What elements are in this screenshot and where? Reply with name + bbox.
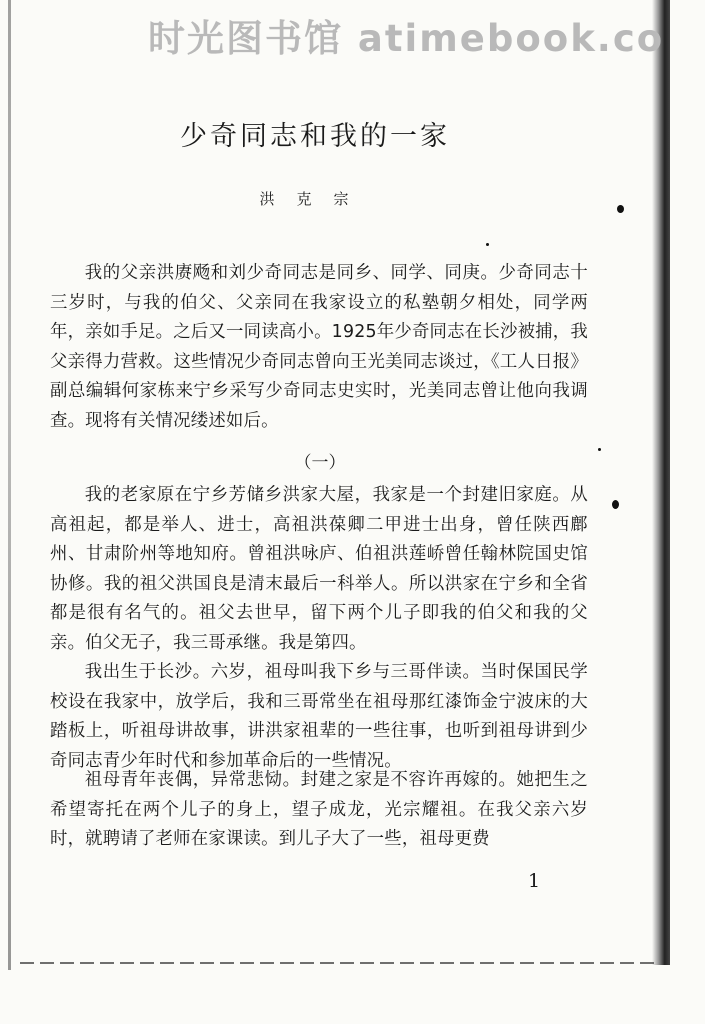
page-bottom-edge — [20, 962, 660, 964]
body-paragraph-3: 祖母青年丧偶，异常悲恸。封建之家是不容许再嫁的。她把生之希望寄托在两个儿子的身上，望子成龙，光宗耀祖。在我父亲六岁时，就聘请了老师在家课读。到儿子大了一些，祖母更费 — [50, 770, 588, 849]
section-heading: （一） — [294, 453, 346, 473]
scan-speck — [598, 448, 601, 451]
scan-speck — [612, 500, 619, 509]
scan-speck — [617, 205, 624, 213]
page-right-edge-shadow — [652, 0, 670, 965]
body-paragraph-1: 我的老家原在宁乡芳储乡洪家大屋，我家是一个封建旧家庭。从高祖起，都是举人、进士，高祖洪葆卿二甲进士出身，曾任陕西鄜州、甘肃阶州等地知府。曾祖洪咏庐、伯祖洪莲峤曾任翰林院国史馆协修。我的祖父洪国良是清末最后一科举人。所以洪家在宁乡和全省都是很有名气的。祖父去世早，留下两个儿子即我的伯父和我的父亲。伯父无子，我三哥承继。我是第四。 — [50, 485, 588, 653]
scan-speck — [486, 243, 489, 246]
article-title: 少奇同志和我的一家 — [180, 121, 450, 152]
author-name: 洪克宗 — [259, 190, 371, 208]
body-paragraph-2: 我出生于长沙。六岁，祖母叫我下乡与三哥伴读。当时保国民学校设在我家中，放学后，我和三哥常坐在祖母那红漆饰金宁波床的大踏板上，听祖母讲故事，讲洪家祖辈的一些往事，也听到祖母讲到少奇同志青少年时代和参加革命后的一些情况。 — [50, 662, 588, 771]
intro-paragraph: 我的父亲洪赓飏和刘少奇同志是同乡、同学、同庚。少奇同志十三岁时，与我的伯父、父亲同在我家设立的私塾朝夕相处，同学两年，亲如手足。之后又一同读高小。1925年少奇同志在长沙被捕，我父亲得力营救。这些情况少奇同志曾向王光美同志谈过，《工人日报》副总编辑何家栋来宁乡采写少奇同志史实时，光美同志曾让他向我调查。现将有关情况缕述如后。 — [50, 263, 588, 431]
watermark: 时光图书馆 atimebook.co — [148, 17, 665, 60]
page-number: 1 — [528, 870, 541, 892]
